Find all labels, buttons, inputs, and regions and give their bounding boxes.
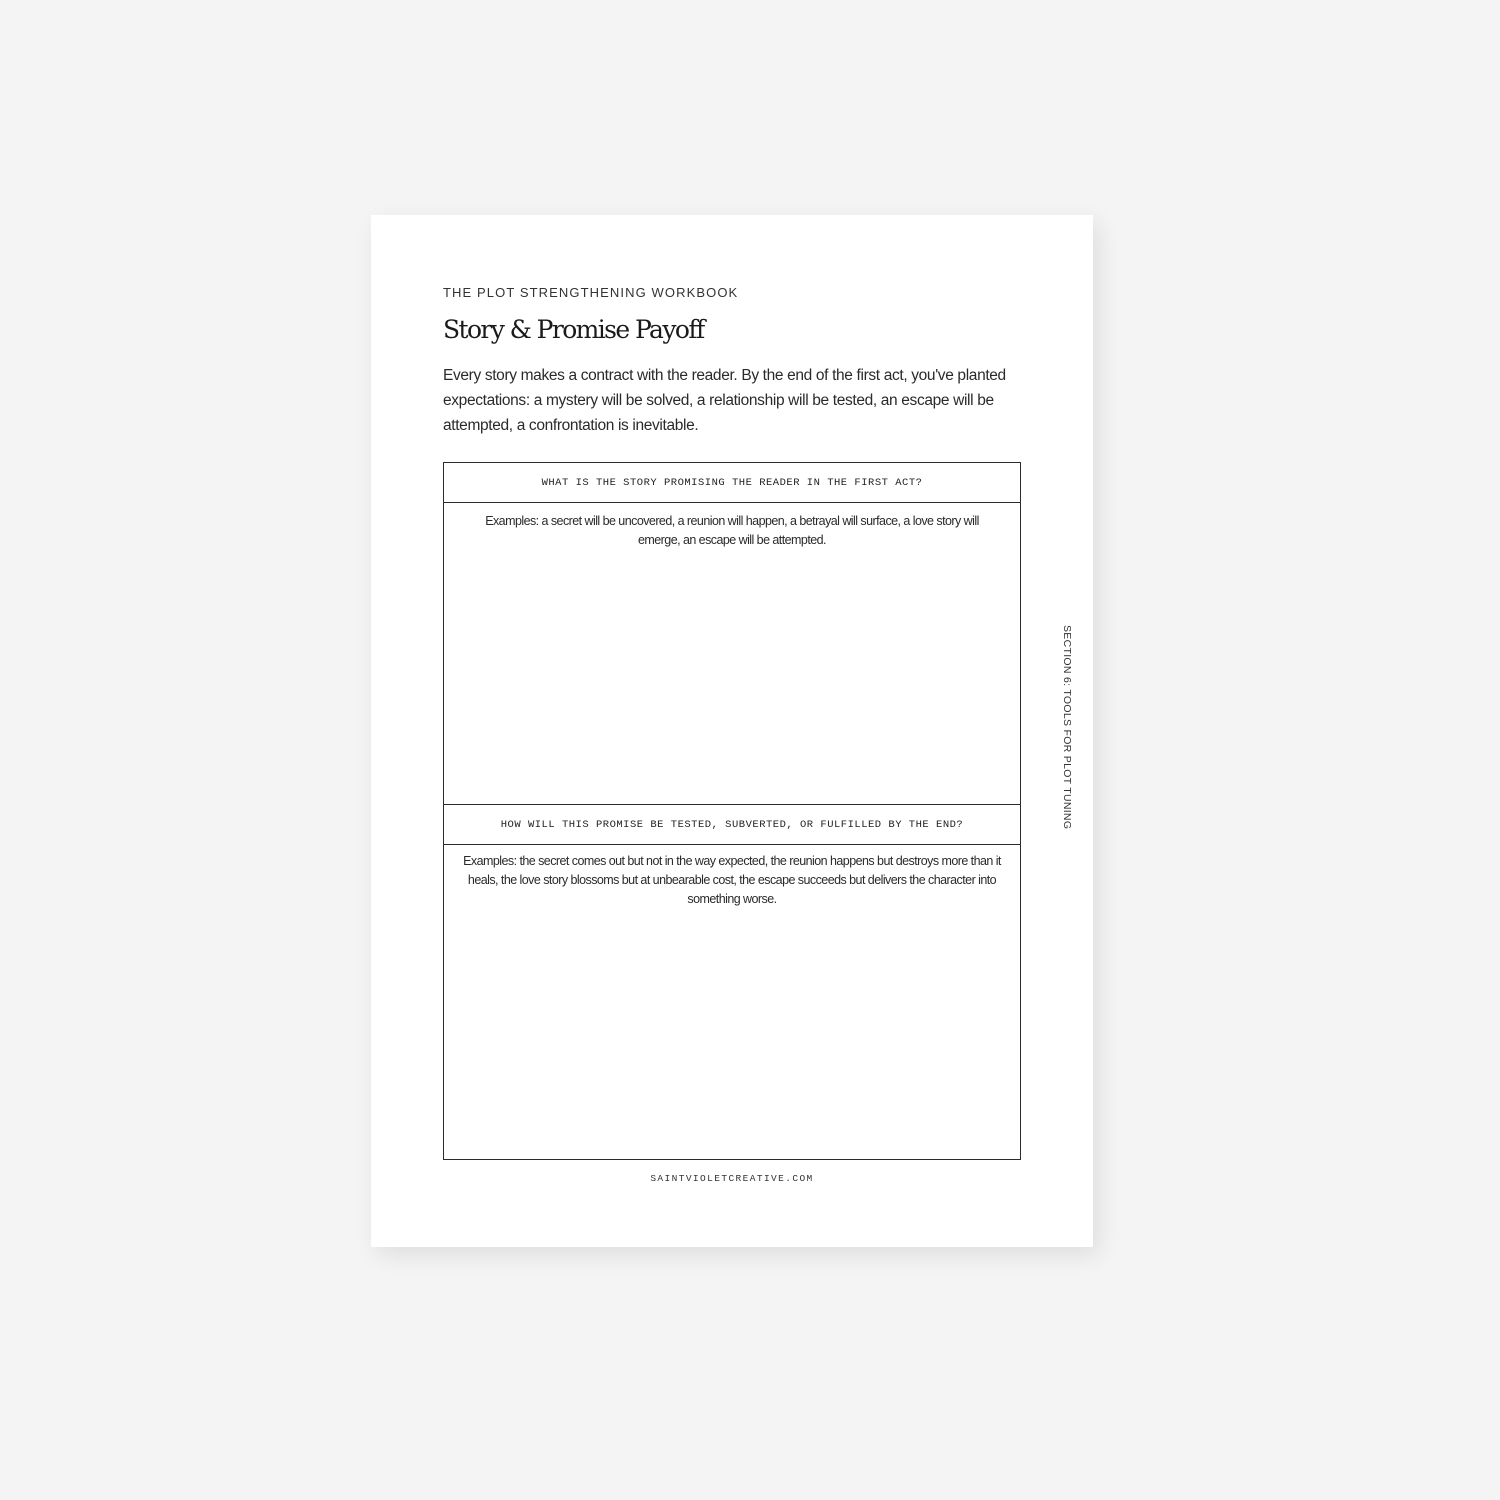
- question-text: WHAT IS THE STORY PROMISING THE READER IN THE FIRST ACT?: [541, 476, 923, 489]
- section-side-label: SECTION 6: TOOLS FOR PLOT TUNING: [1061, 625, 1073, 830]
- answer-area-first-act[interactable]: [444, 503, 1020, 805]
- answer-area-payoff[interactable]: [444, 845, 1020, 1159]
- question-header-payoff: [444, 805, 1020, 845]
- worksheet-table: [443, 462, 1021, 1160]
- examples-text: Examples: a secret will be uncovered, a reunion will happen, a betrayal will surface, a love story will emerge, an escape will be attempted.: [485, 514, 979, 547]
- footer-url: SAINTVIOLETCREATIVE.COM: [650, 1173, 814, 1184]
- workbook-page: [371, 215, 1093, 1247]
- examples-text: Examples: the secret comes out but not in the way expected, the reunion happens but destroys more than it heals, the love story blossoms but at unbearable cost, the escape succeeds but delivers the character into something worse.: [463, 854, 1001, 906]
- question-text: HOW WILL THIS PROMISE BE TESTED, SUBVERTED, OR FULFILLED BY THE END?: [500, 818, 964, 831]
- page-title: Story & Promise Payoff: [443, 315, 704, 344]
- intro-paragraph: Every story makes a contract with the reader. By the end of the first act, you've planted expectations: a mystery will be solved, a relationship will be tested, an escape will be attempted, a confrontation is inevitable.: [443, 367, 1006, 434]
- question-header-first-act: [444, 463, 1020, 503]
- workbook-label: THE PLOT STRENGTHENING WORKBOOK: [443, 285, 739, 300]
